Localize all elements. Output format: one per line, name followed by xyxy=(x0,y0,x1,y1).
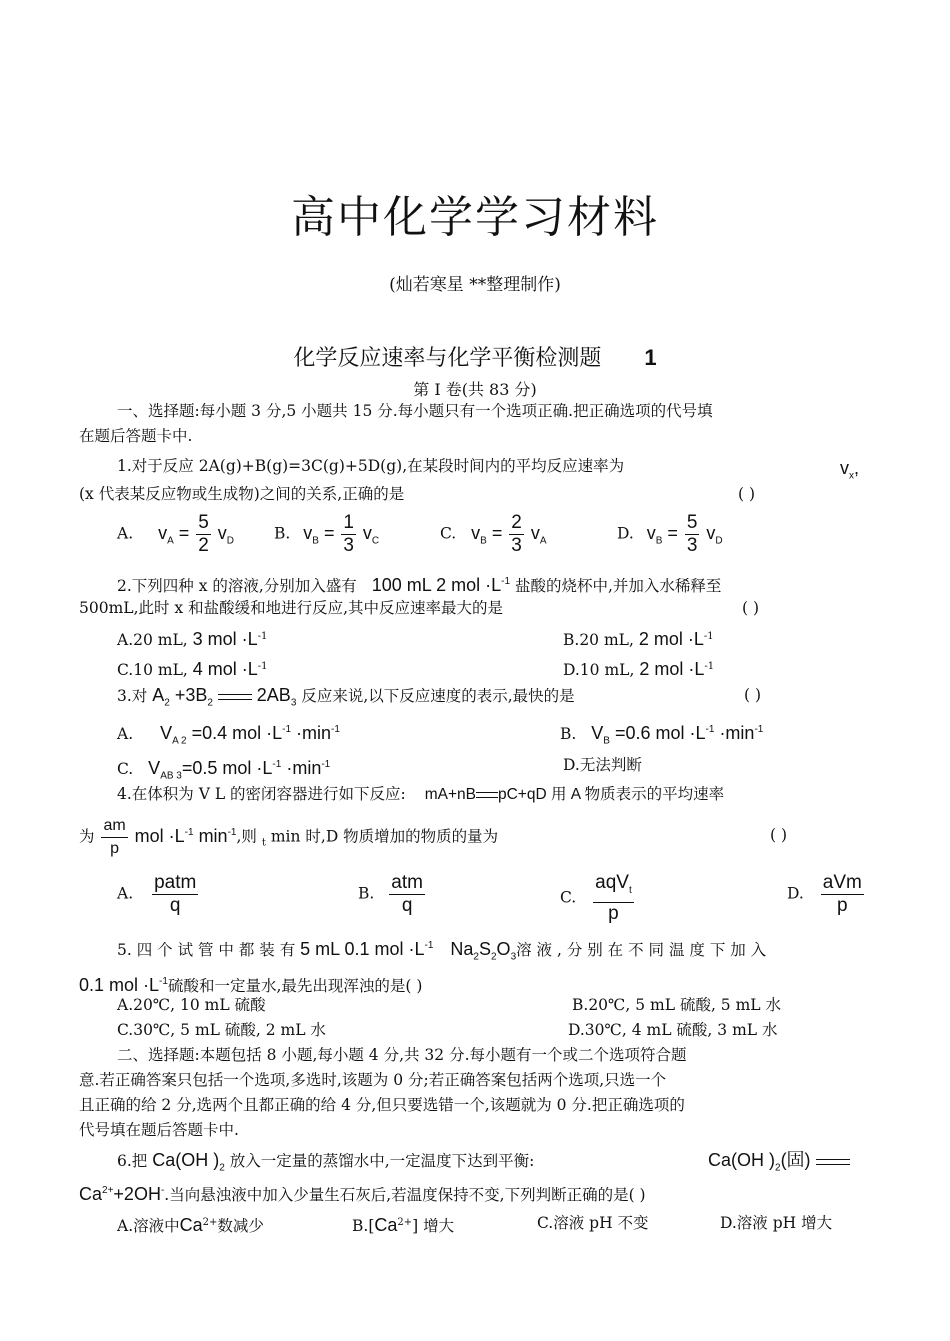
q2-line2: 500mL,此时 x 和盐酸缓和地进行反应,其中反应速率最大的是 xyxy=(79,599,504,617)
q1-option-d: D. $v_B$ = $\frac{5}{3}$ $v_D$ xyxy=(617,512,723,556)
q3-option-a: A. $V_{A 2} =0.4$ mol $\cdot L^{-1} \cdot\min^{-1}$ xyxy=(117,723,340,747)
q1-vx: $v_x$, xyxy=(840,458,860,482)
q5-option-b: B.20℃, 5 mL 硫酸, 5 mL 水 xyxy=(572,996,782,1014)
q5-option-a: A.20℃, 10 mL 硫酸 xyxy=(117,996,266,1014)
q4-option-a: A. $\frac{\text{patm}}{q}$ xyxy=(117,872,197,916)
section2-line1: 二、选择题:本题包括 8 小题,每小题 4 分,共 32 分.每小题有一个或二个选项符合题 xyxy=(117,1046,687,1064)
q5-option-c: C.30℃, 5 mL 硫酸, 2 mL 水 xyxy=(117,1021,326,1039)
q2-option-d: D.10 mL, 2 mol $\cdot L^{-1}$ xyxy=(563,659,715,680)
q6-line2: $Ca^{2+}+2OH^-$.当向悬浊液中加入少量生石灰后,若温度保持不变,下列判断正确的是( ) xyxy=(79,1184,646,1204)
exam-number: 1 xyxy=(644,345,657,370)
q3-option-d: D.无法判断 xyxy=(563,756,642,774)
q1-line2: (x 代表某反应物或生成物)之间的关系,正确的是 xyxy=(79,485,405,503)
q5-line2: 0.1 mol $\cdot L^{-1}$硫酸和一定量水,最先出现浑浊的是( ) xyxy=(79,975,423,995)
q1-option-b: B. $v_B$ = $\frac{1}{3}$ $v_C$ xyxy=(274,512,380,556)
q2-option-a: A.20 mL, 3 mol $\cdot L^{-1}$ xyxy=(117,629,268,650)
q6-equilibrium-lhs: Ca(OH )$_2$(固) xyxy=(708,1149,850,1180)
q6-line1: 6.把 Ca(OH )$_2$ 放入一定量的蒸馏水中,一定温度下达到平衡: xyxy=(117,1150,535,1174)
q6-option-a: A.溶液中$Ca^{2+}$数减少 xyxy=(117,1215,264,1236)
q2-option-c: C.10 mL, 4 mol $\cdot L^{-1}$ xyxy=(117,659,268,680)
q4-answer-paren: ( ) xyxy=(770,826,788,844)
q2-answer-paren: ( ) xyxy=(742,599,760,617)
q3-line1: 3.对 $A_2 +3B_2$ $2AB_3$ 反应来说,以下反应速度的表示,最快的是 xyxy=(117,685,575,709)
q3-option-b: B. $V_B =0.6$ mol $\cdot L^{-1} \cdot\min^{-1}$ xyxy=(560,723,764,747)
q4-option-d: D. $\frac{\text{aVm}}{p}$ xyxy=(787,872,862,916)
q2-option-b: B.20 mL, 2 mol $\cdot L^{-1}$ xyxy=(563,629,714,650)
q6-option-b: $B.[Ca^{2+}]$ 增大 xyxy=(352,1215,455,1236)
q3-option-c: C. $V_{AB 3}=0.5$ mol $\cdot L^{-1} \cdot\min^{-1}$ xyxy=(117,758,331,782)
q5-option-d: D.30℃, 4 mL 硫酸, 3 mL 水 xyxy=(568,1021,778,1039)
equilibrium-arrow-icon xyxy=(476,790,498,800)
q3-answer-paren: ( ) xyxy=(744,686,762,704)
q2-line1: 2.下列四种 x 的溶液,分别加入盛有 100 mL 2 mol $\cdot L^{-1}$ 盐酸的烧杯中,并加入水稀释至 xyxy=(117,575,722,595)
q4-line1: 4.在体积为 V L 的密闭容器进行如下反应: mA+nB pC+qD 用 A 物质表示的平均速率 xyxy=(117,785,725,803)
q1-answer-paren: ( ) xyxy=(738,485,756,503)
subtitle: (灿若寒星 **整理制作) xyxy=(389,275,561,295)
main-title: 高中化学学习材料 xyxy=(291,192,659,243)
section1-intro-line1: 一、选择题:每小题 3 分,5 小题共 15 分.每小题只有一个选项正确.把正确选项的代号填 xyxy=(117,402,713,420)
q6-option-c: C.溶液 pH 不变 xyxy=(537,1214,649,1232)
exam-title xyxy=(0,341,950,372)
equilibrium-arrow-icon xyxy=(816,1157,850,1167)
q6-option-d: D.溶液 pH 增大 xyxy=(720,1214,833,1232)
q4-option-c: C. $\frac{aqV_t}{p}$ xyxy=(560,872,632,924)
q1-option-a: A. $v_A$ = $\frac{5}{2}$ $v_D$ xyxy=(117,512,234,556)
section1-intro-line2: 在题后答题卡中. xyxy=(79,427,193,445)
q4-line2: 为 $\frac{am}{p}$ mol $\cdot L^{-1}$ $\min^{-1}$,则 $_t$ min 时,D 物质增加的物质的量为 xyxy=(79,817,499,857)
section2-line2: 意.若正确答案只包括一个选项,多选时,该题为 0 分;若正确答案包括两个选项,只选一个 xyxy=(79,1071,667,1089)
part-title: 第 I 卷(共 83 分) xyxy=(413,380,537,399)
exam-title-text: 化学反应速率与化学平衡检测题 xyxy=(293,346,602,371)
q1-line1: 1.对于反应 2A(g)+B(g)=3C(g)+5D(g),在某段时间内的平均反应速率为 xyxy=(117,457,625,475)
equilibrium-arrow-icon xyxy=(218,692,252,702)
section2-line3: 且正确的给 2 分,选两个且都正确的给 4 分,但只要选错一个,该题就为 0 分.把正确选项的 xyxy=(79,1096,685,1114)
q5-line1: 5. 四 个 试 管 中 都 装 有 5 mL 0.1 mol $\cdot L^{-1}$ $Na_2S_2O_3$溶 液 , 分 别 在 不 同 温 度 下 加 入 xyxy=(117,939,767,963)
q4-option-b: B. $\frac{\text{atm}}{q}$ xyxy=(358,872,423,916)
q1-option-c: C. $v_B$ = $\frac{2}{3}$ $v_A$ xyxy=(440,512,547,556)
section2-line4: 代号填在题后答题卡中. xyxy=(79,1121,239,1139)
